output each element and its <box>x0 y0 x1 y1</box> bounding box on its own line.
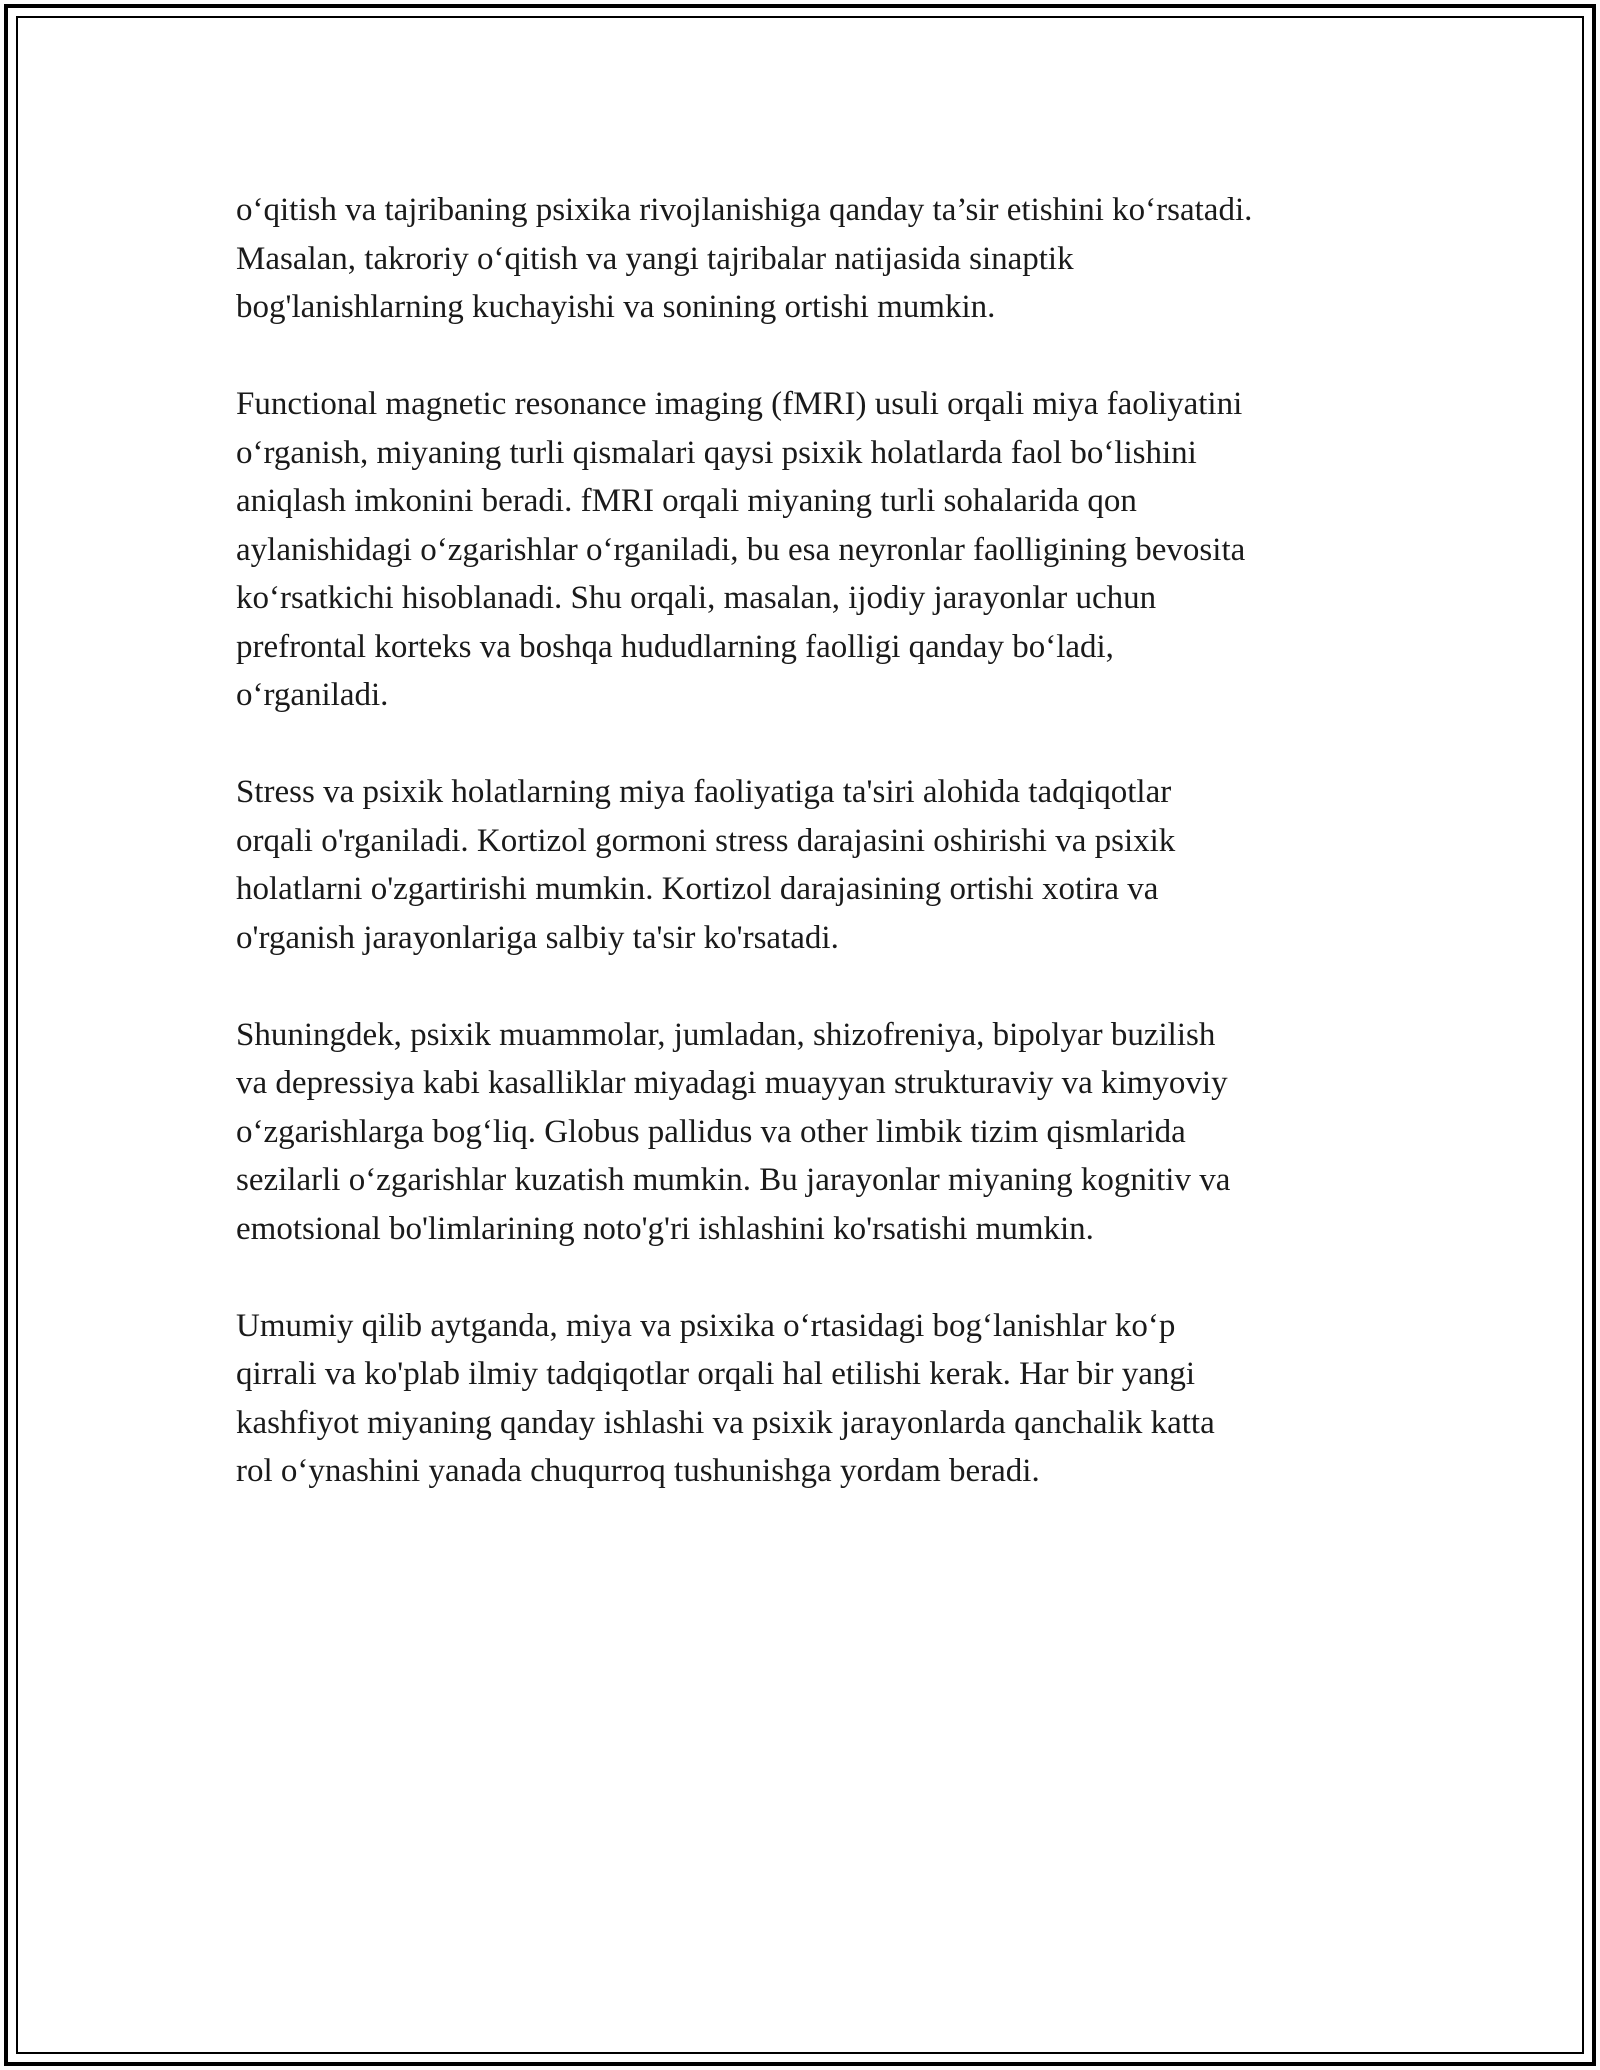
text-line: o‘zgarishlarga bog‘liq. Globus pallidus va other limbik tizim qismlarida <box>236 1113 1186 1150</box>
text-line: prefrontal korteks va boshqa hududlarning faolligi qanday bo‘ladi, <box>236 628 1114 665</box>
paragraph-4 <box>236 1011 1386 1254</box>
text-line: o‘rganiladi. <box>236 677 389 713</box>
paragraph-3 <box>236 768 1386 962</box>
text-line: Masalan, takroriy o‘qitish va yangi tajribalar natijasida sinaptik <box>236 240 1074 277</box>
text-line: kashfiyot miyaning qanday ishlashi va psixik jarayonlarda qanchalik katta <box>236 1404 1215 1441</box>
text-line: va depressiya kabi kasalliklar miyadagi muayyan strukturaviy va kimyoviy <box>236 1065 1228 1101</box>
text-line: holatlarni o'zgartirishi mumkin. Kortizol darajasining ortishi xotira va <box>236 871 1159 907</box>
text-line: sezilarli o‘zgarishlar kuzatish mumkin. Bu jarayonlar miyaning kognitiv va <box>236 1162 1231 1198</box>
text-line: o'rganish jarayonlariga salbiy ta'sir ko'rsatadi. <box>236 919 839 956</box>
paragraph-1 <box>236 186 1386 332</box>
text-line: orqali o'rganiladi. Kortizol gormoni stress darajasini oshirishi va psixik <box>236 822 1176 859</box>
text-line: qirrali va ko'plab ilmiy tadqiqotlar orqali hal etilishi kerak. Har bir yangi <box>236 1356 1196 1392</box>
paragraph-2 <box>236 380 1386 720</box>
text-line: aniqlash imkonini beradi. fMRI orqali miyaning turli sohalarida qon <box>236 483 1137 519</box>
text-line: o‘qitish va tajribaning psixika rivojlanishiga qanday ta’sir etishini ko‘rsatadi. <box>236 192 1253 228</box>
text-line: aylanishidagi o‘zgarishlar o‘rganiladi, bu esa neyronlar faolligining bevosita <box>236 531 1246 568</box>
text-line: Umumiy qilib aytganda, miya va psixika o‘rtasidagi bog‘lanishlar ko‘p <box>236 1307 1176 1344</box>
text-line: o‘rganish, miyaning turli qismalari qaysi psixik holatlarda faol bo‘lishini <box>236 434 1197 471</box>
text-line: Shuningdek, psixik muammolar, jumladan, shizofreniya, bipolyar buzilish <box>236 1016 1216 1053</box>
text-line: ko‘rsatkichi hisoblanadi. Shu orqali, masalan, ijodiy jarayonlar uchun <box>236 580 1157 616</box>
text-line: Stress va psixik holatlarning miya faoliyatiga ta'siri alohida tadqiqotlar <box>236 774 1172 810</box>
text-line: Functional magnetic resonance imaging (fMRI) usuli orqali miya faoliyatini <box>236 386 1243 422</box>
text-line: rol o‘ynashini yanada chuqurroq tushunishga yordam beradi. <box>236 1453 1040 1489</box>
document-body <box>236 186 1386 1544</box>
paragraph-5 <box>236 1302 1386 1496</box>
text-line: emotsional bo'limlarining noto'g'ri ishlashini ko'rsatishi mumkin. <box>236 1210 1094 1247</box>
text-line: bog'lanishlarning kuchayishi va sonining ortishi mumkin. <box>236 289 996 325</box>
